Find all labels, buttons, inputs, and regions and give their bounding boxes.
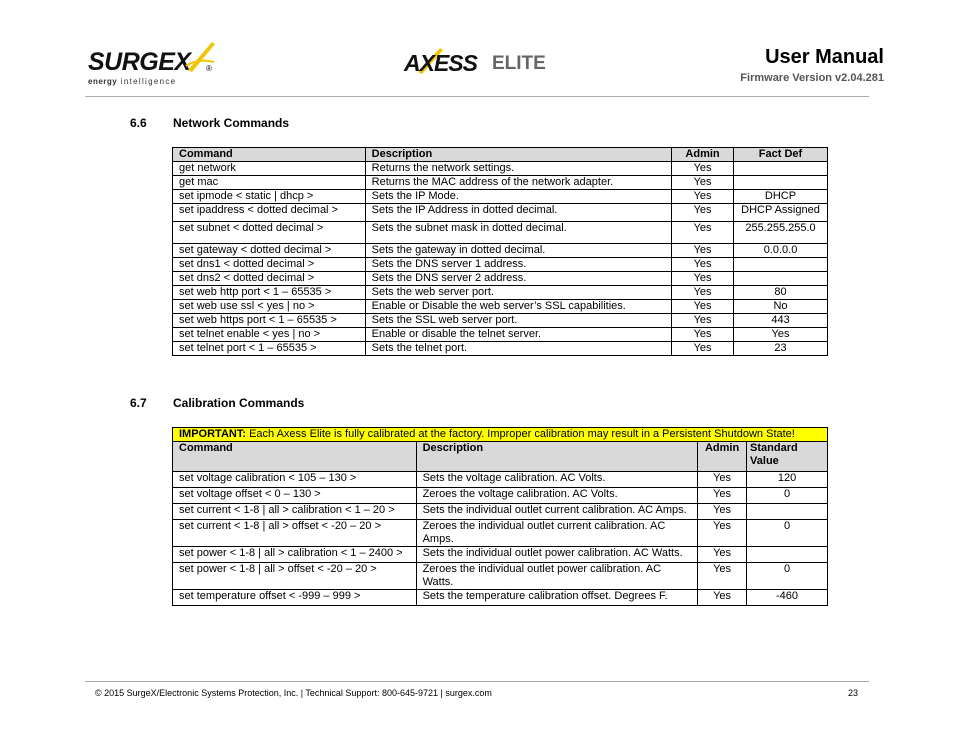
table-cell: set telnet enable < yes | no > [173, 328, 366, 342]
page-number: 23 [847, 688, 858, 698]
table-row [173, 504, 828, 520]
table-cell: Zeroes the voltage calibration. AC Volts. [416, 488, 697, 504]
section-title: Network Commands [173, 116, 290, 130]
table-cell: Yes [672, 162, 734, 176]
table-row [173, 300, 828, 314]
table-cell: Yes [672, 342, 734, 356]
table-row [173, 563, 828, 590]
table-cell: Yes [672, 258, 734, 272]
table-cell: set temperature offset < -999 – 999 > [173, 590, 417, 606]
column-header: Description [416, 442, 697, 472]
table-row [173, 520, 828, 547]
table-cell: set power < 1-8 | all > offset < -20 – 20 > [173, 563, 417, 590]
table-cell: Returns the network settings. [365, 162, 671, 176]
table-cell: set ipmode < static | dhcp > [173, 190, 366, 204]
column-header: Admin [698, 442, 747, 472]
column-header: Admin [672, 148, 734, 162]
section-number: 6.6 [130, 116, 147, 130]
table-cell: Yes [672, 272, 734, 286]
table-row [173, 488, 828, 504]
document-title: User Manual [765, 46, 884, 68]
table-cell: set web http port < 1 – 65535 > [173, 286, 366, 300]
table-cell: Sets the gateway in dotted decimal. [365, 244, 671, 258]
firmware-version: Firmware Version v2.04.281 [740, 72, 884, 84]
table-cell: 0 [747, 563, 828, 590]
table-cell: set current < 1-8 | all > offset < -20 – 20 > [173, 520, 417, 547]
table-cell: Yes [672, 222, 734, 244]
table-cell [747, 504, 828, 520]
important-label: IMPORTANT: [179, 428, 247, 440]
table-row [173, 342, 828, 356]
table-cell: DHCP Assigned [734, 204, 828, 222]
table-cell: 120 [747, 472, 828, 488]
table-cell: 0 [747, 520, 828, 547]
section-heading-network [130, 116, 289, 130]
table-cell: Yes [698, 590, 747, 606]
table-cell [734, 162, 828, 176]
footer-divider [85, 681, 869, 682]
table-row [173, 314, 828, 328]
table-cell: set dns1 < dotted decimal > [173, 258, 366, 272]
table-cell: 80 [734, 286, 828, 300]
table-cell: set web use ssl < yes | no > [173, 300, 366, 314]
table-row [173, 176, 828, 190]
table-cell: -460 [747, 590, 828, 606]
table-cell [734, 176, 828, 190]
column-header: Command [173, 442, 417, 472]
column-header: Fact Def [734, 148, 828, 162]
table-cell: Sets the telnet port. [365, 342, 671, 356]
section-title: Calibration Commands [173, 396, 305, 410]
surgex-logo [88, 40, 228, 90]
table-row [173, 222, 828, 244]
table-cell: 443 [734, 314, 828, 328]
table-cell [747, 547, 828, 563]
table-header-row [173, 148, 828, 162]
table-cell: get network [173, 162, 366, 176]
table-row [173, 258, 828, 272]
axess-logo-word: AXESS [404, 50, 477, 76]
registered-mark-icon: ® [206, 64, 212, 73]
column-header: Standard Value [747, 442, 828, 472]
table-cell: set telnet port < 1 – 65535 > [173, 342, 366, 356]
table-cell: Sets the web server port. [365, 286, 671, 300]
table-cell: Sets the voltage calibration. AC Volts. [416, 472, 697, 488]
table-cell: Returns the MAC address of the network adapter. [365, 176, 671, 190]
table-cell: Yes [698, 472, 747, 488]
table-cell: Yes [672, 328, 734, 342]
table-header-row [173, 442, 828, 472]
surgex-swoosh-icon [184, 40, 218, 74]
table-cell: set voltage offset < 0 – 130 > [173, 488, 417, 504]
table-row [173, 547, 828, 563]
table-row [173, 328, 828, 342]
table-cell: set dns2 < dotted decimal > [173, 272, 366, 286]
table-row [173, 204, 828, 222]
table-cell: Yes [698, 520, 747, 547]
table-cell: Yes [672, 204, 734, 222]
table-cell: Yes [672, 176, 734, 190]
network-commands-table [172, 147, 828, 356]
table-row [173, 472, 828, 488]
table-cell: No [734, 300, 828, 314]
important-notice-row [173, 428, 828, 442]
surgex-tagline: energy intelligence [88, 77, 177, 86]
table-cell: 0.0.0.0 [734, 244, 828, 258]
table-cell: Yes [734, 328, 828, 342]
table-cell: Sets the IP Address in dotted decimal. [365, 204, 671, 222]
table-cell: set voltage calibration < 105 – 130 > [173, 472, 417, 488]
table-cell: set current < 1-8 | all > calibration < 1 – 20 > [173, 504, 417, 520]
table-cell: set subnet < dotted decimal > [173, 222, 366, 244]
footer-text: © 2015 SurgeX/Electronic Systems Protection, Inc. | Technical Support: 800-645-9721 | surgex.com [95, 688, 492, 698]
header-divider [85, 96, 869, 97]
table-row [173, 190, 828, 204]
table-cell: Sets the individual outlet power calibration. AC Watts. [416, 547, 697, 563]
table-cell: set gateway < dotted decimal > [173, 244, 366, 258]
table-cell: Sets the temperature calibration offset. Degrees F. [416, 590, 697, 606]
table-cell: Zeroes the individual outlet current calibration. AC Amps. [416, 520, 697, 547]
table-cell: 255.255.255.0 [734, 222, 828, 244]
table-cell: Yes [698, 547, 747, 563]
surgex-logo-word: SURGEX [88, 48, 191, 76]
table-cell [734, 258, 828, 272]
table-cell: Yes [672, 286, 734, 300]
table-row [173, 272, 828, 286]
table-cell: Yes [672, 244, 734, 258]
table-cell: Sets the SSL web server port. [365, 314, 671, 328]
axess-elite-logo [404, 50, 544, 80]
table-row [173, 590, 828, 606]
table-cell: Yes [698, 504, 747, 520]
table-row [173, 286, 828, 300]
table-cell: 0 [747, 488, 828, 504]
axess-logo-suffix: ELITE [492, 53, 546, 74]
column-header: Description [365, 148, 671, 162]
table-cell: Zeroes the individual outlet power calibration. AC Watts. [416, 563, 697, 590]
table-cell: Enable or disable the telnet server. [365, 328, 671, 342]
table-cell: Sets the IP Mode. [365, 190, 671, 204]
calibration-commands-table [172, 427, 828, 606]
column-header: Command [173, 148, 366, 162]
table-cell: 23 [734, 342, 828, 356]
table-cell: Sets the individual outlet current calibration. AC Amps. [416, 504, 697, 520]
table-cell: set ipaddress < dotted decimal > [173, 204, 366, 222]
table-row [173, 162, 828, 176]
table-cell: Sets the DNS server 2 address. [365, 272, 671, 286]
table-cell [734, 272, 828, 286]
important-notice [173, 428, 828, 442]
table-cell: Sets the DNS server 1 address. [365, 258, 671, 272]
table-cell: Yes [698, 563, 747, 590]
table-cell: Enable or Disable the web server’s SSL capabilities. [365, 300, 671, 314]
important-text: Each Axess Elite is fully calibrated at the factory. Improper calibration may result in a Persistent Shutdown State! [246, 428, 795, 440]
table-cell: set power < 1-8 | all > calibration < 1 – 2400 > [173, 547, 417, 563]
table-row [173, 244, 828, 258]
table-cell: Yes [698, 488, 747, 504]
section-number: 6.7 [130, 396, 147, 410]
table-cell: Yes [672, 190, 734, 204]
table-cell: set web https port < 1 – 65535 > [173, 314, 366, 328]
section-heading-calibration [130, 396, 304, 410]
table-cell: get mac [173, 176, 366, 190]
table-cell: Yes [672, 300, 734, 314]
table-cell: Sets the subnet mask in dotted decimal. [365, 222, 671, 244]
table-cell: Yes [672, 314, 734, 328]
table-cell: DHCP [734, 190, 828, 204]
